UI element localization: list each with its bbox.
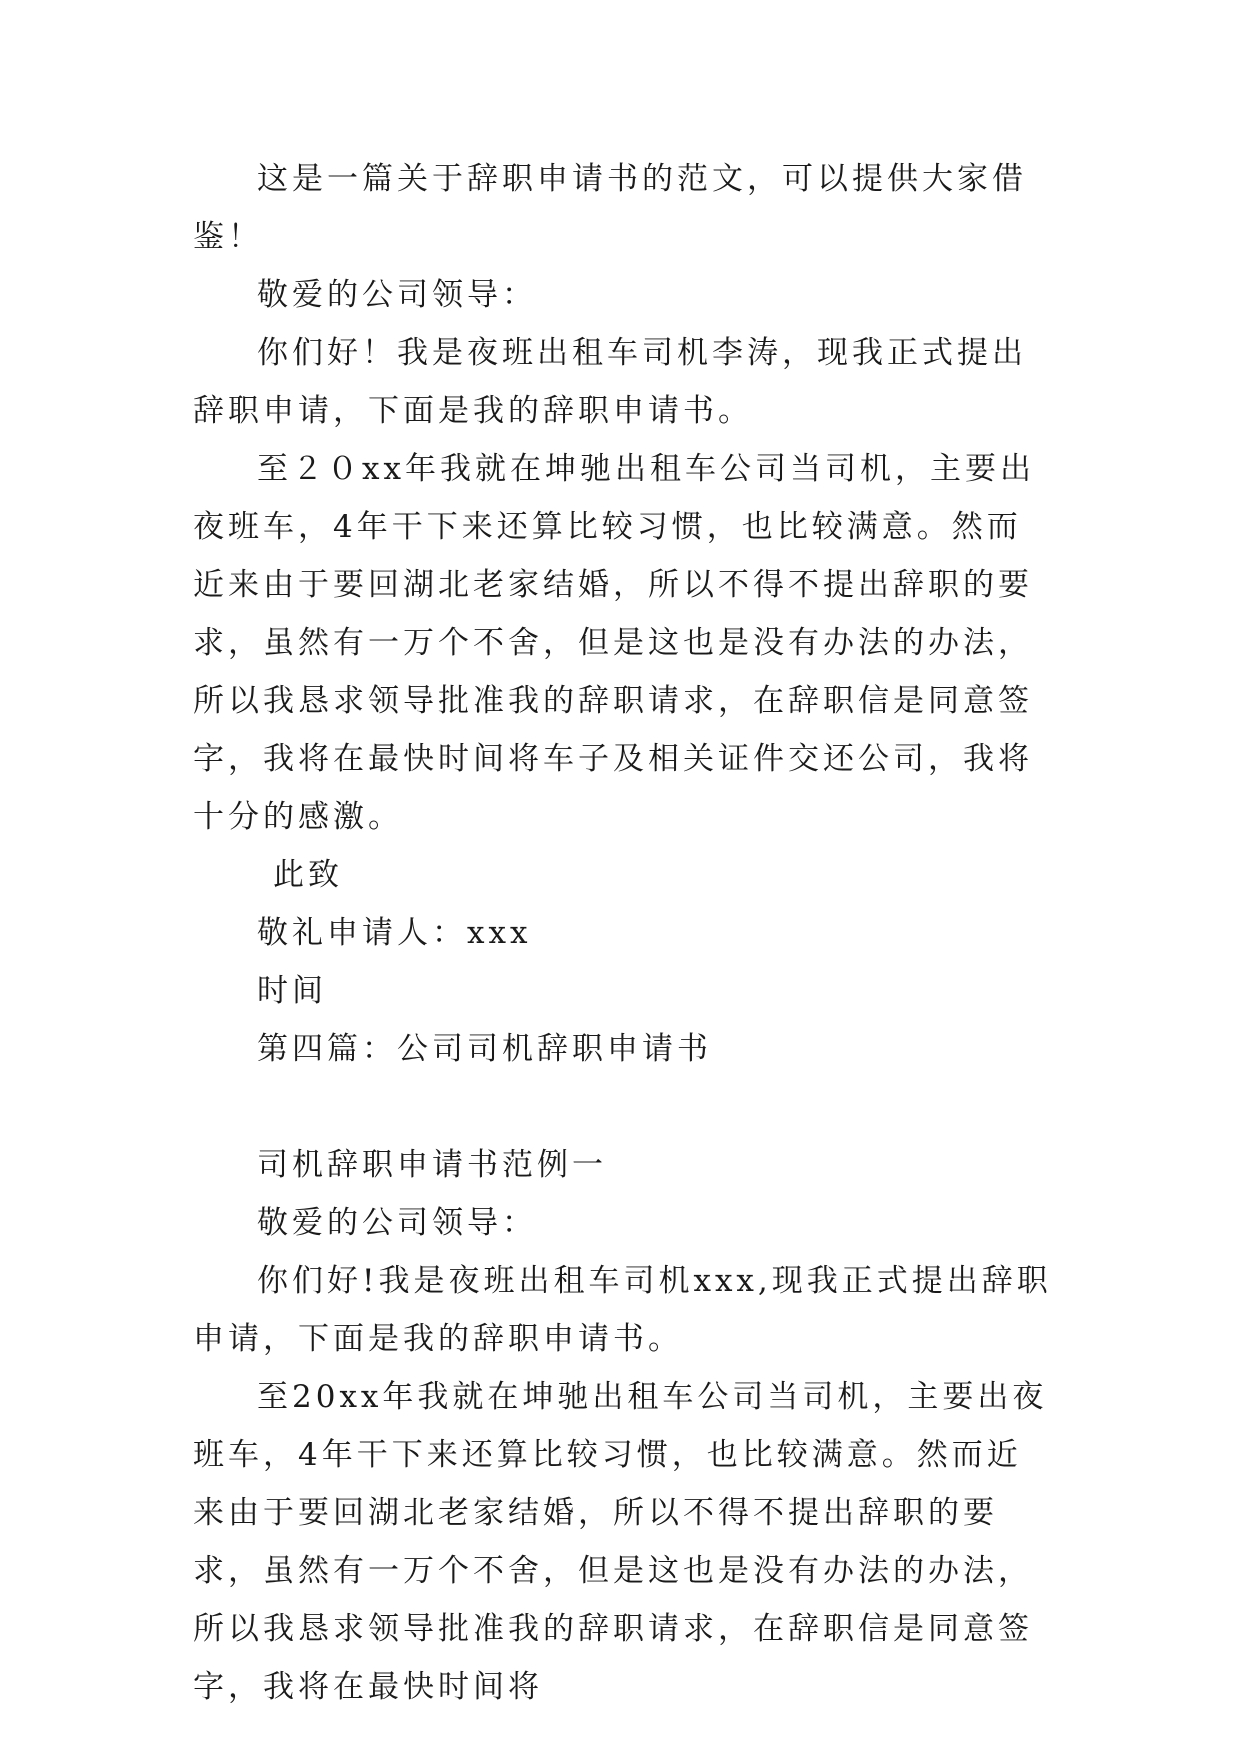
blank-line xyxy=(193,1078,1053,1136)
document-body xyxy=(193,150,1053,1716)
opening-paragraph: 你们好！我是夜班出租车司机李涛，现我正式提出辞职申请，下面是我的辞职申请书。 xyxy=(193,335,1027,429)
intro-paragraph: 这是一篇关于辞职申请书的范文，可以提供大家借鉴！ xyxy=(193,161,1027,255)
greeting-line-2: 敬爱的公司领导： xyxy=(257,1205,537,1241)
body-paragraph-2: 至20xx年我就在坤驰出租车公司当司机，主要出夜班车，4年干下来还算比较习惯，也比较满意。然而近来由于要回湖北老家结婚，所以不得不提出辞职的要求，虽然有一万个不舍，但是这也是没有办法的办法，所以我恳求领导批准我的辞职请求，在辞职信是同意签字，我将在最快时间将 xyxy=(193,1379,1048,1705)
closing-line: 此致 xyxy=(273,857,343,893)
signature-line: 敬礼申请人：xxx xyxy=(257,915,532,951)
greeting-line: 敬爱的公司领导： xyxy=(257,277,537,313)
date-line: 时间 xyxy=(257,973,327,1009)
body-paragraph: 至２０xx年我就在坤驰出租车公司当司机，主要出夜班车，4年干下来还算比较习惯，也比较满意。然而近来由于要回湖北老家结婚，所以不得不提出辞职的要求，虽然有一万个不舍，但是这也是没有办法的办法，所以我恳求领导批准我的辞职请求，在辞职信是同意签字，我将在最快时间将车子及相关证件交还公司，我将十分的感激。 xyxy=(193,451,1035,835)
opening-paragraph-2: 你们好!我是夜班出租车司机xxx,现我正式提出辞职申请，下面是我的辞职申请书。 xyxy=(193,1263,1052,1357)
section-title: 第四篇：公司司机辞职申请书 xyxy=(257,1031,712,1067)
example-title: 司机辞职申请书范例一 xyxy=(257,1147,607,1183)
